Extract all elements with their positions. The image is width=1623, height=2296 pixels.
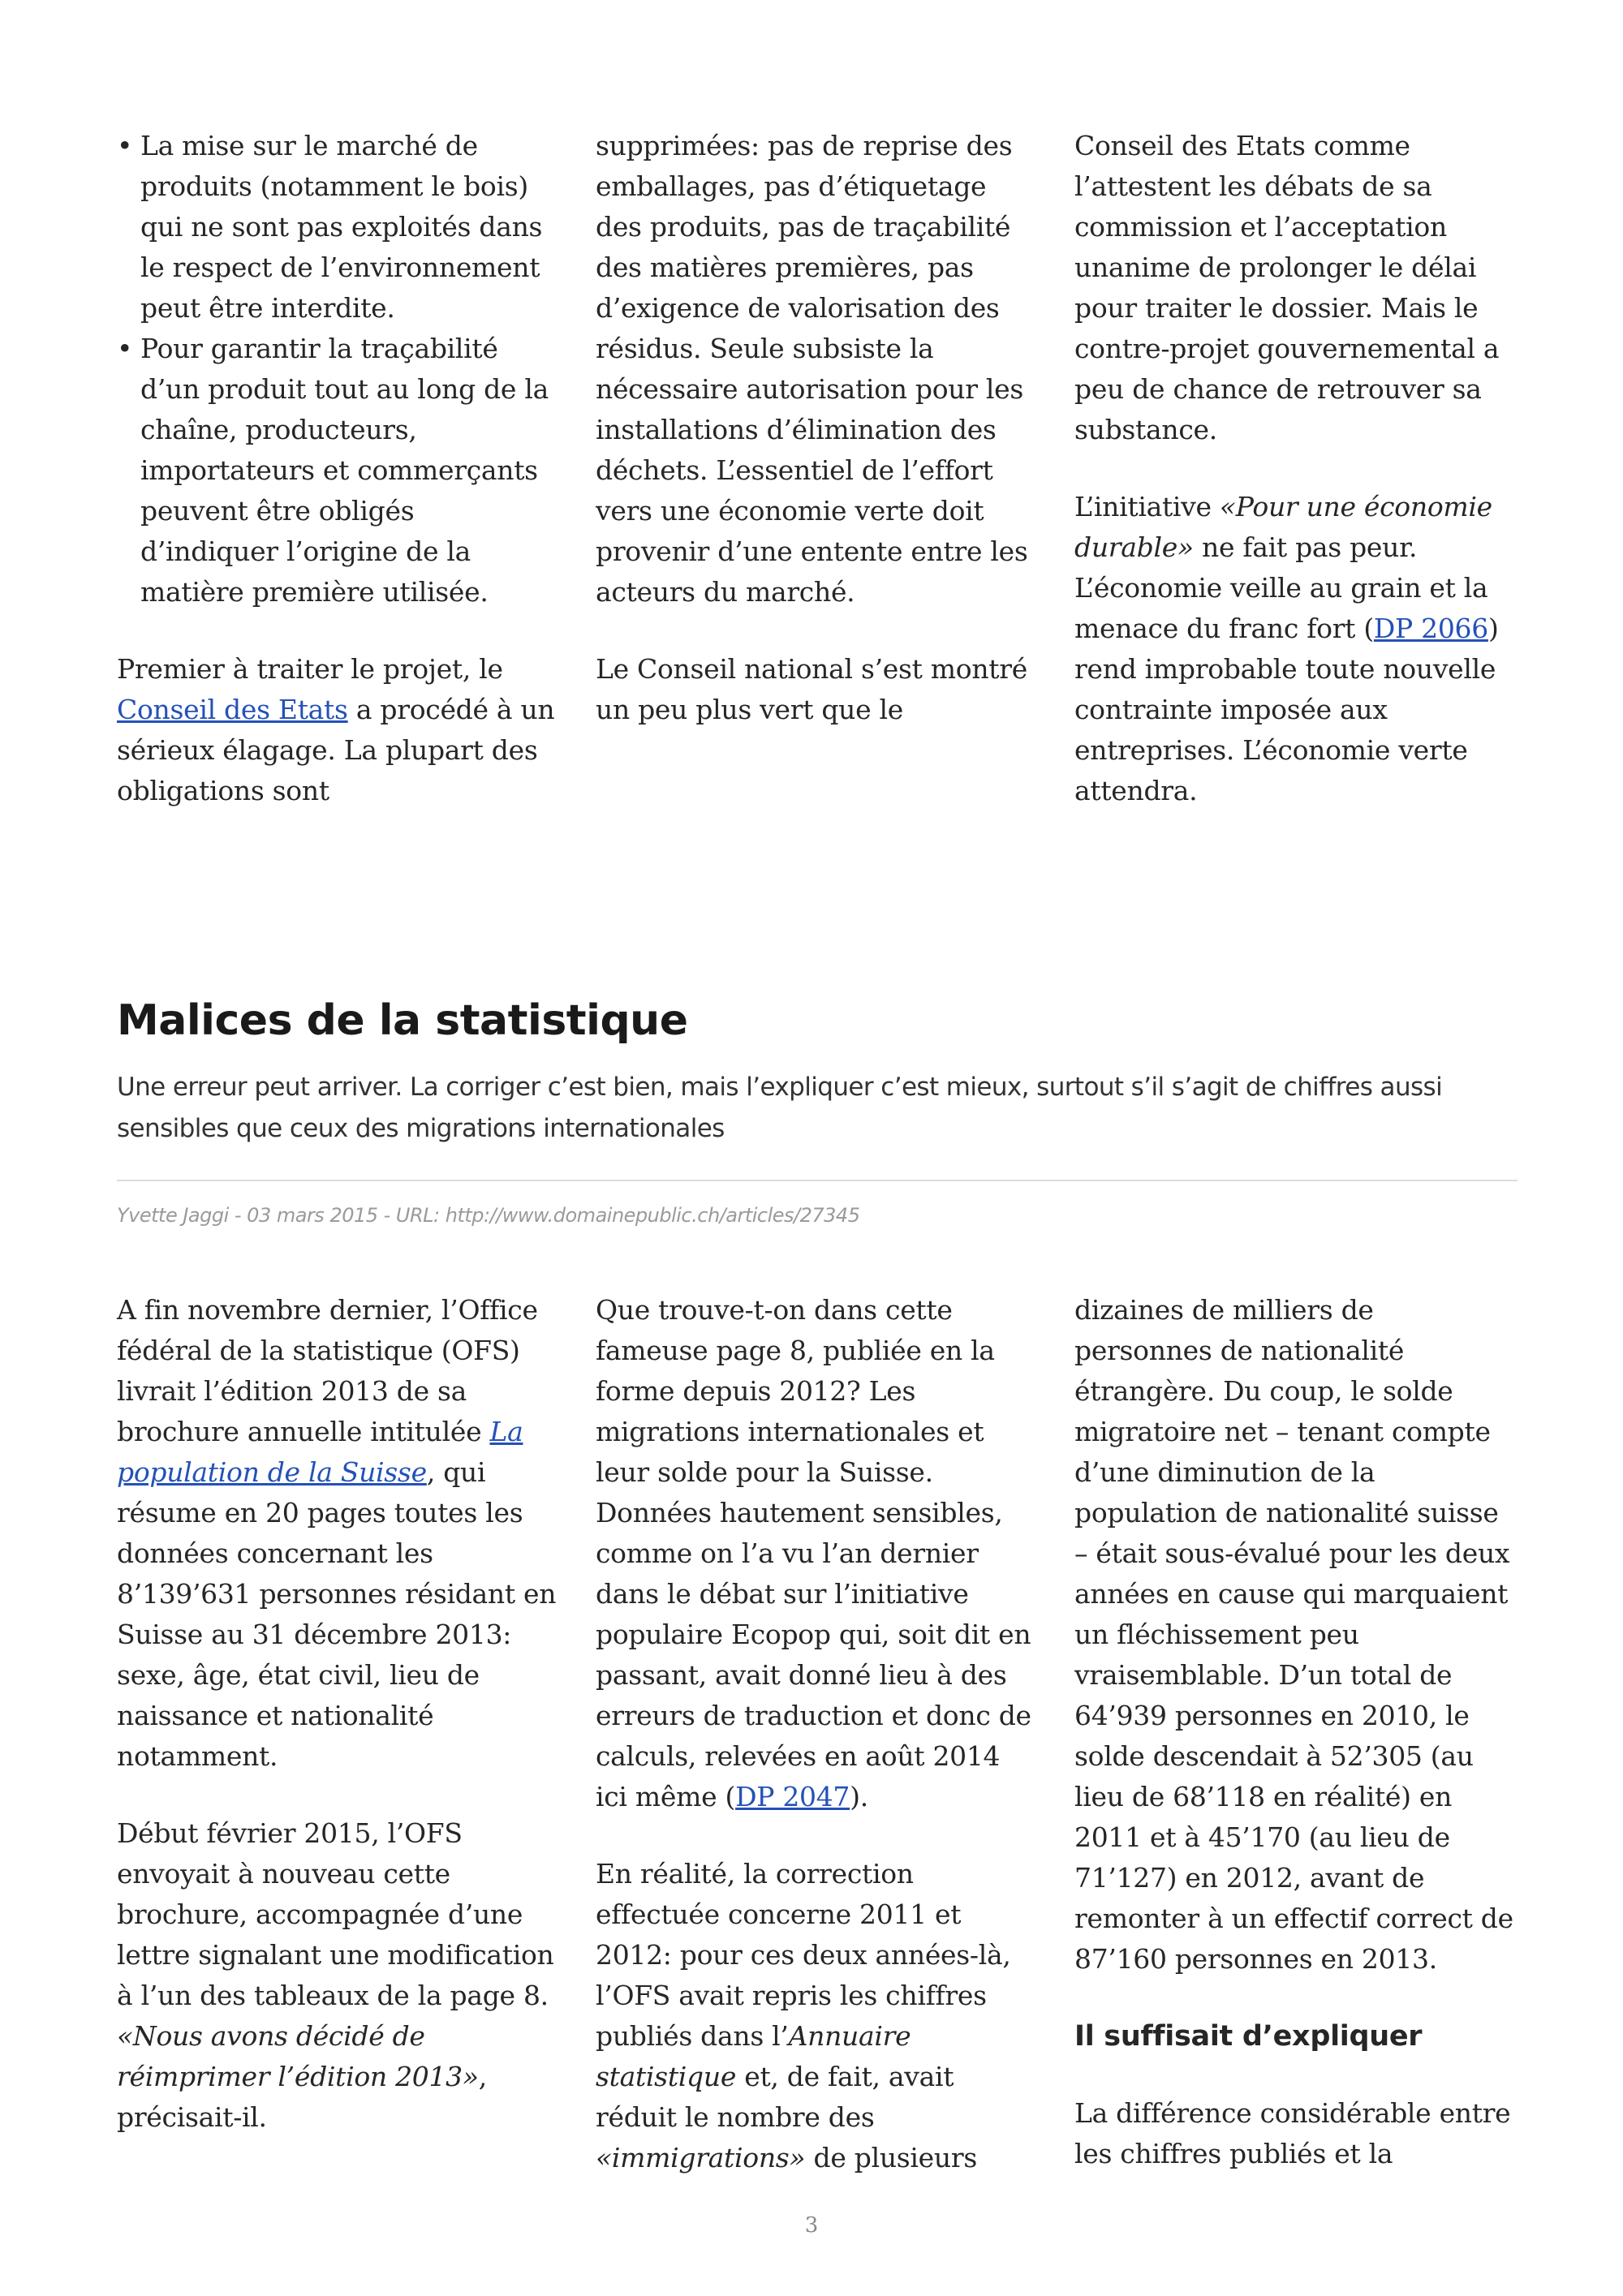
paragraph: Le Conseil national s’est montré un peu plus vert que le (596, 653, 1027, 725)
prev-column-2 (596, 126, 1039, 811)
bullet-list (117, 126, 560, 613)
paragraph: L’initiative «Pour une économie durable» ne fait pas peur. L’économie veille au grain et la menace du franc fort (DP 2066) rend improbable toute nouvelle contrainte imposée aux entreprises. L’économie verte attendra. (1074, 491, 1499, 806)
section-subheading: Il suffisait d’expliquer (1074, 2020, 1423, 2053)
list-item: • Pour garantir la traçabilité d’un produit tout au long de la chaîne, producteurs, importateurs et commerçants peuvent être obligés d’indiquer l’origine de la matière première utilisée. (117, 329, 560, 613)
prev-column-3 (1074, 126, 1518, 811)
article-title: Malices de la statistique (117, 996, 688, 1045)
article-meta: Yvette Jaggi - 03 mars 2015 - URL: http://www.domainepublic.ch/articles/27345 (117, 1204, 860, 1227)
paragraph: A fin novembre dernier, l’Office fédéral de la statistique (OFS) livrait l’édition 2013 de sa brochure annuelle intitulée La population de la Suisse, qui résume en 20 pages toutes les données concernant les 8’139’631 personnes résidant en Suisse au 31 décembre 2013: sexe, âge, état civil, lieu de naissance et nationalité notamment. (117, 1294, 557, 1772)
population-suisse-link[interactable]: La population de la Suisse (117, 1416, 523, 1488)
dp-2066-link[interactable]: DP 2066 (1373, 613, 1488, 644)
paragraph: Conseil des Etats comme l’attestent les débats de sa commission et l’acceptation unanime de prolonger le délai pour traiter le dossier. Mais le contre-projet gouvernemental a peu de chance de retrouver sa substance. (1074, 130, 1500, 445)
article-column-2 (596, 1290, 1039, 2178)
prev-column-1 (117, 126, 560, 811)
conseil-des-etats-link[interactable]: Conseil des Etats (117, 694, 348, 725)
list-item: • La mise sur le marché de produits (notamment le bois) qui ne sont pas exploités dans le respect de l’environnement peut être interdite. (117, 126, 560, 329)
dp-2047-link[interactable]: DP 2047 (735, 1781, 850, 1812)
divider (117, 1180, 1518, 1181)
paragraph: La différence considérable entre les chiffres publiés et la (1074, 2097, 1511, 2169)
article-column-3 (1074, 1290, 1518, 2178)
paragraph: dizaines de milliers de personnes de nationalité étrangère. Du coup, le solde migratoire net – tenant compte d’une diminution de la population de nationalité suisse – était sous-évalué pour les deux années en cause qui marquaient un fléchissement peu vraisemblable. D’un total de 64’939 personnes en 2010, le solde descendait à 52’305 (au lieu de 68’118 en réalité) en 2011 et à 45’170 (au lieu de 71’127) en 2012, avant de remonter à un effectif correct de 87’160 personnes en 2013. (1074, 1294, 1513, 1975)
previous-article-columns (117, 126, 1518, 811)
article-lead: Une erreur peut arriver. La corriger c’est bien, mais l’expliquer c’est mieux, surtout s’il s’agit de chiffres aussi sensibles que ceux des migrations internationales (117, 1073, 1443, 1143)
paragraph: Que trouve-t-on dans cette fameuse page 8, publiée en la forme depuis 2012? Les migrations internationales et leur solde pour la Suisse. Données hautement sensibles, comme on l’a vu l’an dernier dans le débat sur l’initiative populaire Ecopop qui, soit dit en passant, avait donné lieu à des erreurs de traduction et donc de calculs, relevées en août 2014 ici même (DP 2047). (596, 1294, 1031, 1812)
paragraph: supprimées: pas de reprise des emballages, pas d’étiquetage des produits, pas de traçabilité des matières premières, pas d’exigence de valorisation des résidus. Seule subsiste la nécessaire autorisation pour les installations d’élimination des déchets. L’essentiel de l’effort vers une économie verte doit provenir d’une entente entre les acteurs du marché. (596, 130, 1028, 608)
paragraph: Début février 2015, l’OFS envoyait à nouveau cette brochure, accompagnée d’une lettre signalant une modification à l’un des tableaux de la page 8. «Nous avons décidé de réimprimer l’édition 2013», précisait-il. (117, 1817, 554, 2133)
page-number: 3 (804, 2213, 819, 2238)
paragraph: Premier à traiter le projet, le Conseil des Etats a procédé à un sérieux élagage. La plupart des obligations sont (117, 653, 555, 806)
paragraph: En réalité, la correction effectuée concerne 2011 et 2012: pour ces deux années-là, l’OFS avait repris les chiffres publiés dans l’Annuaire statistique et, de fait, avait réduit le nombre des «immigrations» de plusieurs (596, 1858, 1011, 2173)
article-columns (117, 1290, 1518, 2178)
article-column-1 (117, 1290, 560, 2178)
